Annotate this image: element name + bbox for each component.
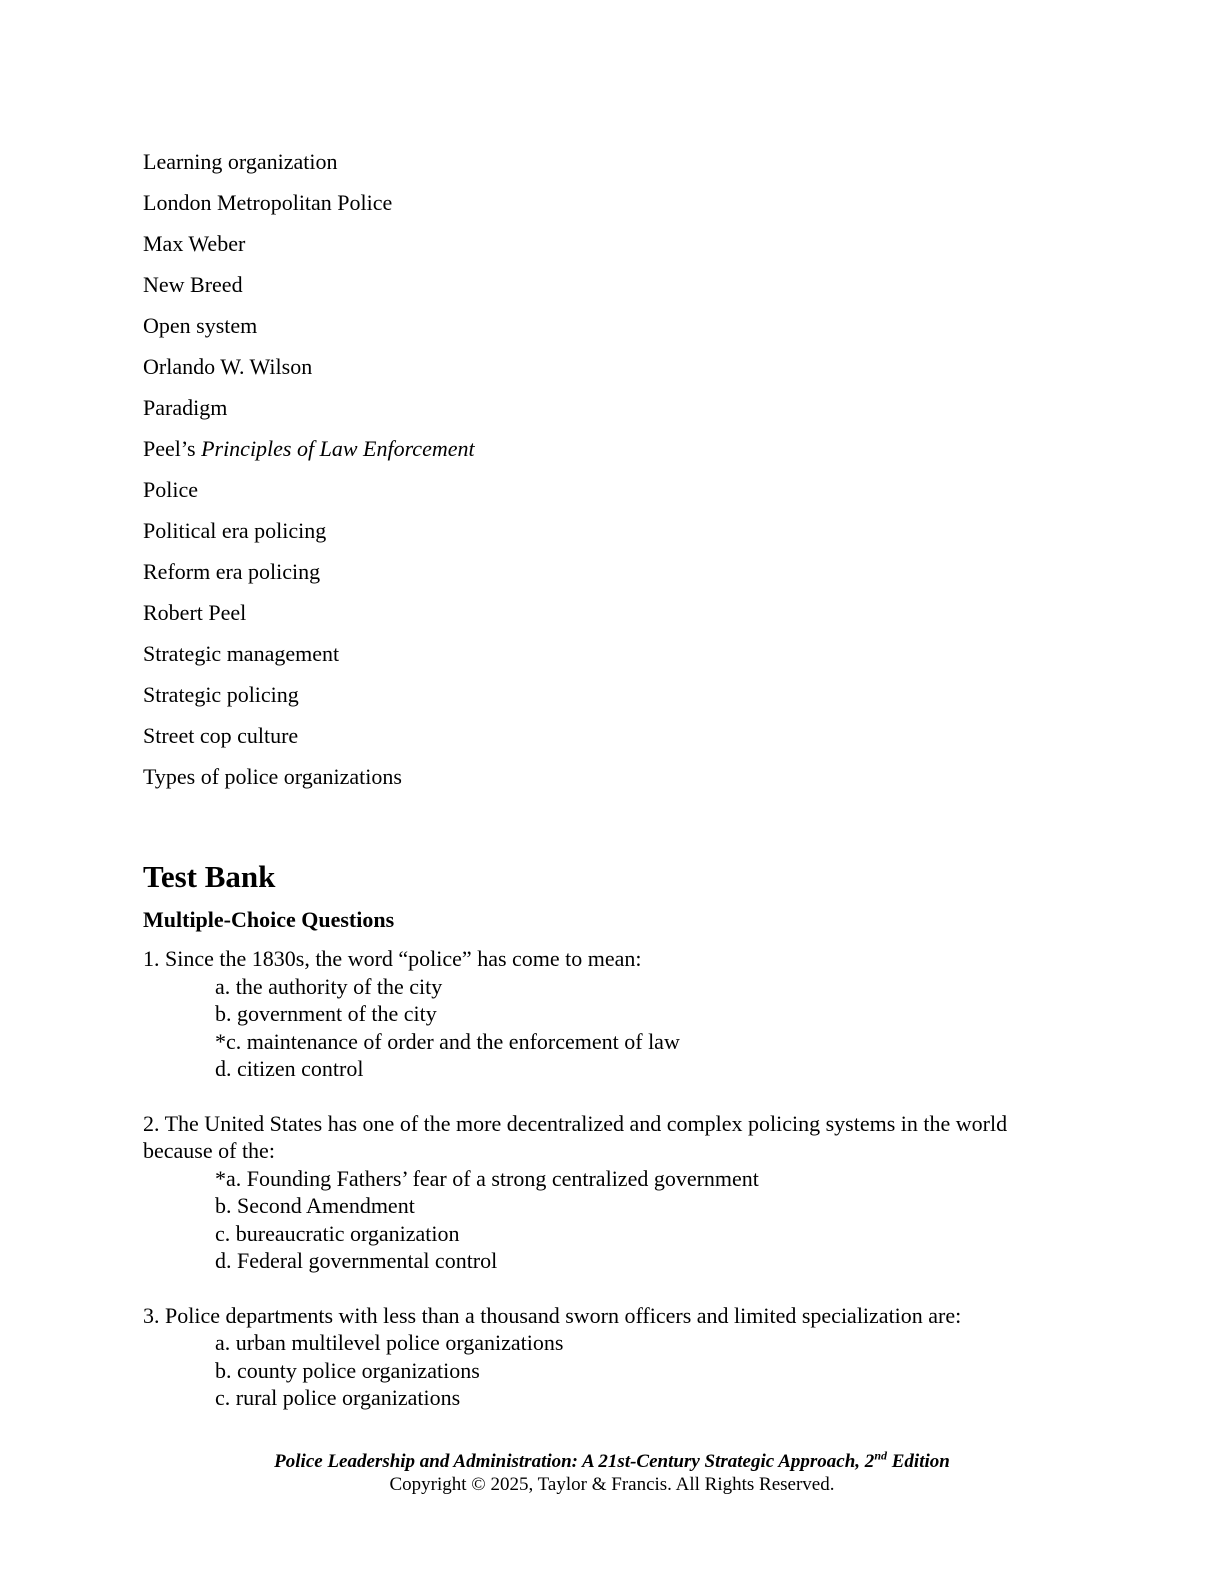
key-terms-list: [143, 141, 475, 797]
question-stem: 3. Police departments with less than a thousand sworn officers and limited specialization are:: [143, 1302, 962, 1328]
key-term: New Breed: [143, 272, 243, 297]
key-term-italic: Principles of Law Enforcement: [201, 436, 475, 461]
page-footer: [0, 1450, 1224, 1496]
key-term: Orlando W. Wilson: [143, 354, 313, 379]
answer-option: d. citizen control: [215, 1056, 364, 1081]
multiple-choice-heading: Multiple-Choice Questions: [143, 907, 395, 932]
answer-option: a. urban multilevel police organizations: [215, 1330, 564, 1355]
key-term: Paradigm: [143, 395, 228, 420]
answer-option: b. county police organizations: [215, 1357, 480, 1383]
answer-option: c. rural police organizations: [215, 1385, 461, 1410]
footer-book-title: Police Leadership and Administration: A 21st-Century Strategic Approach, 2nd Edition: [274, 1448, 950, 1472]
answer-option-correct: *c. maintenance of order and the enforcement of law: [215, 1028, 680, 1054]
answer-option-correct: *a. Founding Fathers’ fear of a strong centralized government: [215, 1165, 759, 1191]
answer-option: c. bureaucratic organization: [215, 1220, 460, 1246]
key-term: Open system: [143, 313, 258, 338]
answer-options: [143, 973, 1043, 1083]
answer-options: [143, 1329, 1043, 1412]
key-term: Street cop culture: [143, 723, 299, 748]
key-term: Types of police organizations: [143, 764, 402, 789]
question-item: [143, 1110, 1043, 1275]
footer-copyright: Copyright © 2025, Taylor & Francis. All Rights Reserved.: [389, 1474, 835, 1495]
answer-option: d. Federal governmental control: [215, 1248, 498, 1273]
key-term: Robert Peel: [143, 600, 247, 625]
key-term: Strategic management: [143, 641, 340, 666]
answer-option: b. Second Amendment: [215, 1193, 415, 1218]
answer-option: b. government of the city: [215, 1001, 437, 1026]
question-item: [143, 945, 1043, 1083]
questions-list: [143, 945, 1043, 1439]
question-stem: 2. The United States has one of the more decentralized and complex policing systems in the world because of the:: [143, 1110, 1008, 1163]
answer-option: a. the authority of the city: [215, 973, 443, 999]
edition-superscript: nd: [874, 1448, 887, 1463]
key-term: Learning organization: [143, 149, 338, 174]
test-bank-title: Test Bank: [143, 859, 276, 894]
answer-options: [143, 1165, 1043, 1275]
question-stem: 1. Since the 1830s, the word “police” has come to mean:: [143, 946, 642, 971]
key-term: London Metropolitan Police: [143, 190, 393, 215]
key-term: Reform era policing: [143, 559, 321, 584]
key-term: Police: [143, 477, 198, 502]
question-item: [143, 1302, 1043, 1412]
key-term: Peel’s Principles of Law Enforcement: [143, 436, 475, 461]
key-term: Max Weber: [143, 231, 246, 256]
key-term: Political era policing: [143, 518, 327, 543]
key-term: Strategic policing: [143, 682, 299, 707]
